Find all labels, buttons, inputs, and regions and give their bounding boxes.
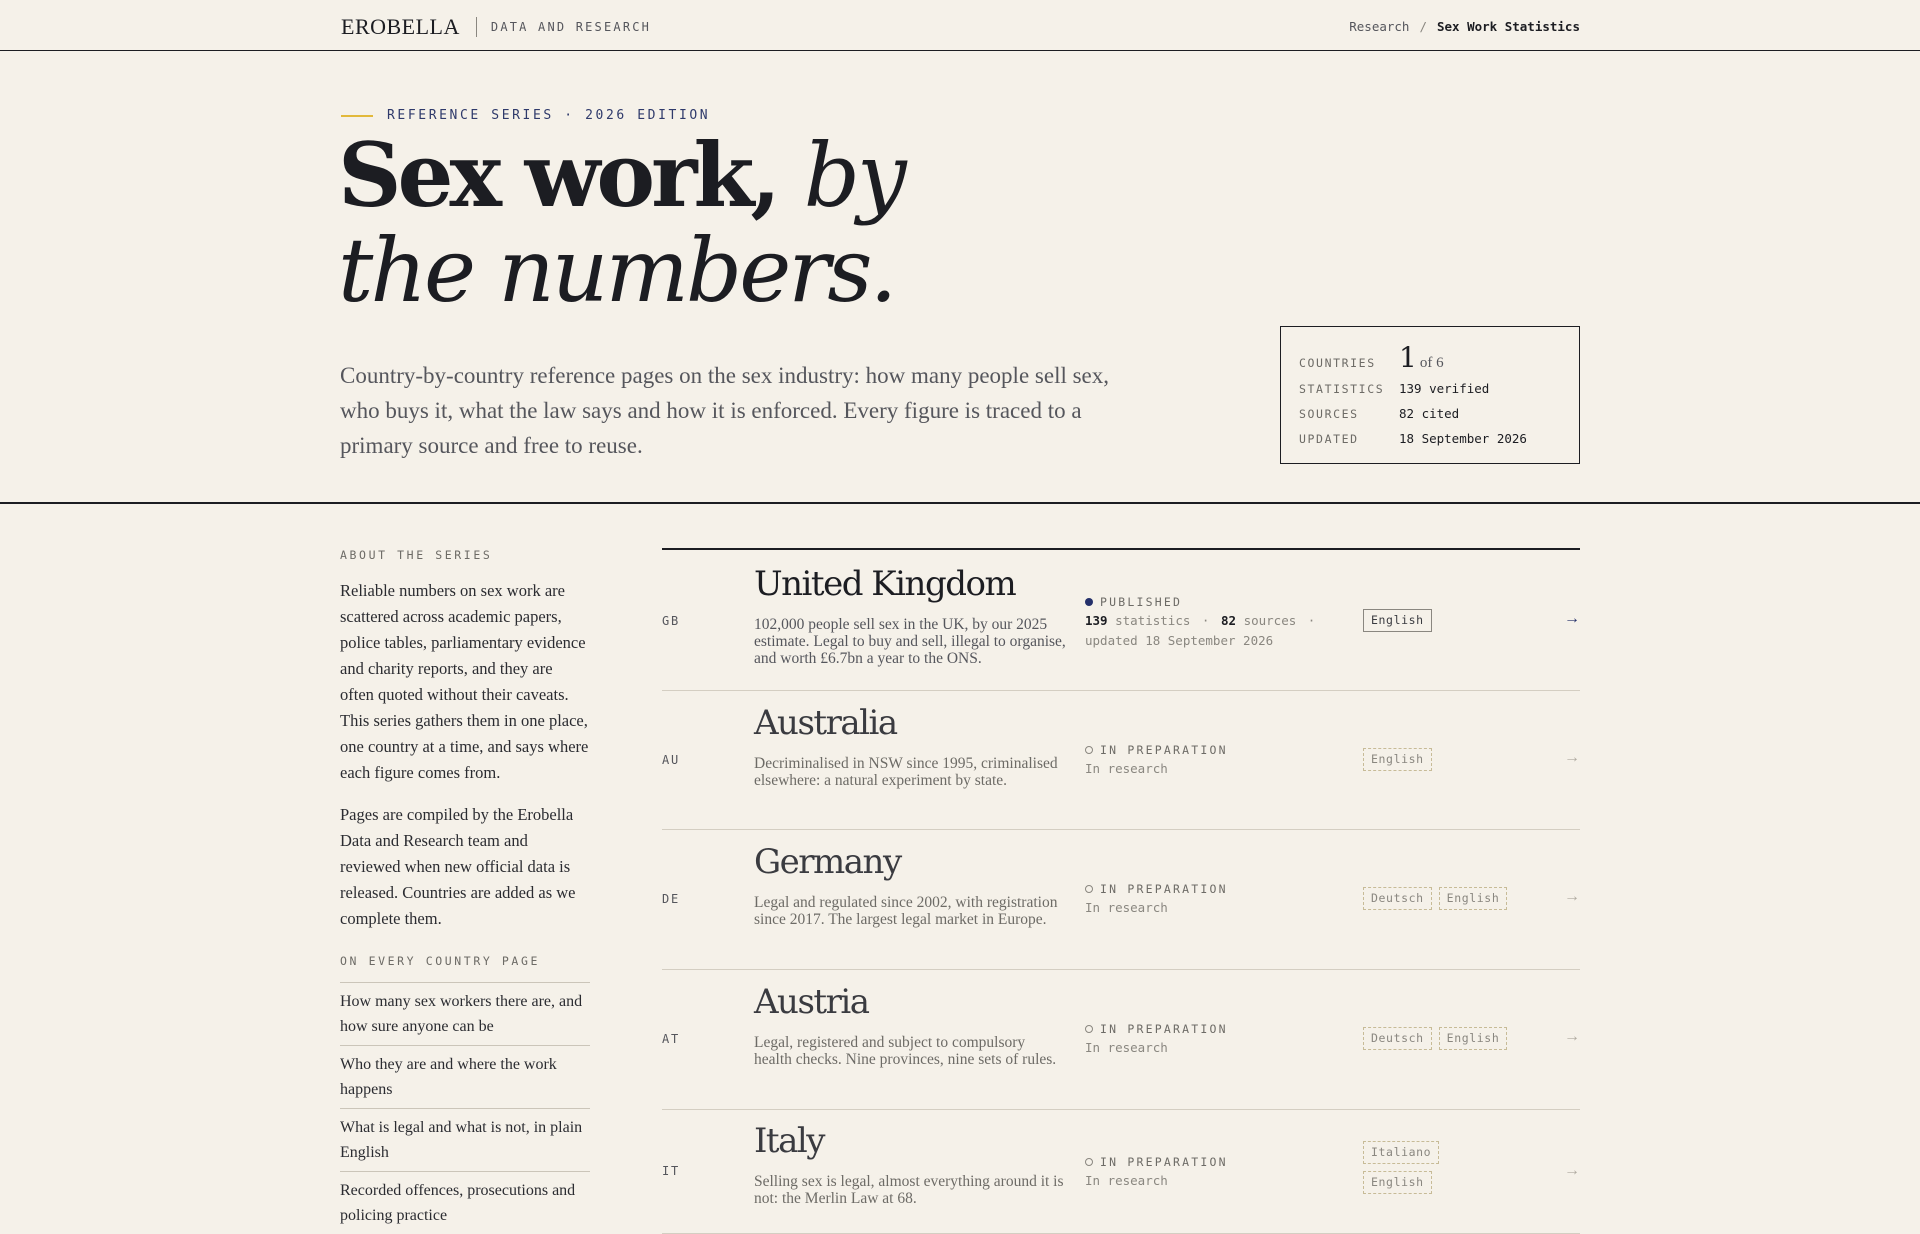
country-row-gb[interactable] <box>662 550 1580 691</box>
statistics-word: statistics <box>1115 613 1191 628</box>
stat-statistics-value: 139 verified <box>1399 381 1490 396</box>
country-description: 102,000 people sell sex in the UK, by our 2025 estimate. Legal to buy and sell, illegal to organise, and worth £6.7bn a year to the ONS. <box>754 616 1066 667</box>
stat-updated-label: UPDATED <box>1299 432 1359 446</box>
country-name[interactable]: United Kingdom <box>754 564 1016 604</box>
status-dot-hollow <box>1085 746 1093 754</box>
coverage-list <box>340 982 590 1234</box>
status-badge <box>1085 595 1182 609</box>
country-list <box>662 548 1580 1234</box>
section-divider <box>0 502 1920 504</box>
lede: Country-by-country reference pages on the sex industry: how many people sell sex, who buys it, what the law says and how it is enforced. Every figure is traced to a primary source and free to reuse. <box>340 363 1110 458</box>
language-tag-english[interactable]: English <box>1363 609 1432 632</box>
top-bar <box>0 0 1920 51</box>
status-dot-hollow <box>1085 1158 1093 1166</box>
country-description: Legal, registered and subject to compulsory health checks. Nine provinces, nine sets of rules. <box>754 1034 1057 1068</box>
stat-sources-label: SOURCES <box>1299 407 1359 421</box>
page-title <box>338 123 904 322</box>
list-item: What is legal and what is not, in plain English <box>340 1108 590 1171</box>
stat-updated <box>1299 431 1527 446</box>
country-note: In research <box>1085 900 1168 915</box>
arrow-right-icon[interactable]: → <box>1564 888 1580 905</box>
language-tag-deutsch[interactable]: Deutsch <box>1363 887 1432 910</box>
breadcrumb-separator: / <box>1419 19 1427 34</box>
list-item: Recorded offences, prosecutions and policing practice <box>340 1171 590 1234</box>
language-tag-english[interactable]: English <box>1363 1171 1432 1194</box>
country-description: Legal and regulated since 2002, with registration since 2017. The largest legal market in Europe. <box>754 894 1058 928</box>
status-badge <box>1085 882 1228 896</box>
stat-sources-value: 82 cited <box>1399 406 1460 421</box>
status-text: PUBLISHED <box>1100 595 1183 609</box>
stat-countries-of: of 6 <box>1419 355 1444 371</box>
language-tag-english[interactable]: English <box>1439 887 1508 910</box>
stat-statistics-label: STATISTICS <box>1299 382 1385 396</box>
status-text: IN PREPARATION <box>1100 1155 1228 1169</box>
language-tag-deutsch[interactable]: Deutsch <box>1363 1027 1432 1050</box>
arrow-right-icon[interactable]: → <box>1564 1028 1580 1045</box>
language-tags <box>1363 1141 1443 1194</box>
meta-separator: · <box>1201 613 1210 628</box>
language-tags <box>1363 748 1513 771</box>
language-tags <box>1363 1027 1513 1050</box>
country-row-de[interactable] <box>662 830 1580 970</box>
status-text: IN PREPARATION <box>1100 743 1228 757</box>
status-dot-hollow <box>1085 1025 1093 1033</box>
status-dot-hollow <box>1085 885 1093 893</box>
updated-date: updated 18 September 2026 <box>1085 632 1274 648</box>
status-badge <box>1085 1022 1228 1036</box>
country-note: In research <box>1085 1173 1168 1188</box>
language-tag-english[interactable]: English <box>1363 748 1432 771</box>
stat-countries-value: 1 <box>1399 341 1417 374</box>
country-name[interactable]: Italy <box>754 1121 824 1161</box>
country-name[interactable]: Germany <box>754 842 901 882</box>
status-text: IN PREPARATION <box>1100 882 1228 896</box>
country-code: DE <box>662 892 681 906</box>
country-code: GB <box>662 614 681 628</box>
list-item: How many sex workers there are, and how sure anyone can be <box>340 982 590 1045</box>
about-paragraph-2: Pages are compiled by the Erobella Data and Research team and reviewed when new official data is released. Countries are added as we complete them. <box>340 805 576 928</box>
country-row-au[interactable] <box>662 691 1580 830</box>
stat-sources <box>1299 406 1459 421</box>
country-description: Decriminalised in NSW since 1995, criminalised elsewhere: a natural experiment by state. <box>754 755 1058 789</box>
arrow-right-icon[interactable]: → <box>1564 1162 1580 1179</box>
stat-countries <box>1299 341 1444 374</box>
stat-updated-value: 18 September 2026 <box>1399 431 1527 446</box>
eyebrow <box>341 108 710 123</box>
status-text: IN PREPARATION <box>1100 1022 1228 1036</box>
page-title-italic-2: the numbers. <box>338 219 895 322</box>
arrow-right-icon[interactable]: → <box>1564 610 1580 627</box>
status-badge <box>1085 743 1228 757</box>
eyebrow-rule <box>341 115 373 117</box>
brand-subtitle: DATA AND RESEARCH <box>490 20 652 34</box>
eyebrow-text: REFERENCE SERIES · 2026 EDITION <box>387 108 711 123</box>
stats-box <box>1280 326 1580 464</box>
brand-divider <box>476 17 477 37</box>
page-title-strong: Sex work, <box>338 123 778 227</box>
stat-countries-label: COUNTRIES <box>1299 356 1376 370</box>
sources-count: 82 <box>1220 613 1237 628</box>
about-paragraph-1: Reliable numbers on sex work are scattered across academic papers, police tables, parliamentary evidence and charity reports, and they are often quoted without their caveats. This series gathers them in one place, one country at a time, and says where each figure comes from. <box>340 581 589 782</box>
statistics-count: 139 <box>1085 613 1108 628</box>
language-tags <box>1363 609 1513 632</box>
brand-logo[interactable]: EROBELLA <box>341 14 460 39</box>
country-row-at[interactable] <box>662 970 1580 1110</box>
country-meta <box>1085 611 1319 650</box>
country-note: In research <box>1085 761 1168 776</box>
country-row-it[interactable] <box>662 1110 1580 1234</box>
brand[interactable] <box>341 14 651 40</box>
breadcrumb <box>1349 19 1580 34</box>
country-name[interactable]: Australia <box>754 703 897 743</box>
country-name[interactable]: Austria <box>754 982 869 1022</box>
country-note: In research <box>1085 1040 1168 1055</box>
about-sidebar <box>340 548 590 1234</box>
list-item: Who they are and where the work happens <box>340 1045 590 1108</box>
status-badge <box>1085 1155 1228 1169</box>
country-description: Selling sex is legal, almost everything around it is not: the Merlin Law at 68. <box>754 1173 1064 1207</box>
about-label: ABOUT THE SERIES <box>340 548 493 562</box>
on-every-page-label: ON EVERY COUNTRY PAGE <box>340 954 540 968</box>
breadcrumb-parent-link[interactable]: Research <box>1349 19 1410 34</box>
page-title-italic-1: by <box>803 124 904 227</box>
status-dot-filled <box>1085 598 1093 606</box>
stat-statistics <box>1299 381 1489 396</box>
language-tag-italiano[interactable]: Italiano <box>1363 1141 1439 1164</box>
breadcrumb-current: Sex Work Statistics <box>1437 19 1580 34</box>
country-code: IT <box>662 1164 681 1178</box>
country-code: AT <box>662 1032 681 1046</box>
meta-separator: · <box>1307 613 1316 628</box>
arrow-right-icon[interactable]: → <box>1564 749 1580 766</box>
language-tag-english[interactable]: English <box>1439 1027 1508 1050</box>
language-tags <box>1363 887 1513 910</box>
sources-word: sources <box>1243 613 1297 628</box>
country-code: AU <box>662 753 681 767</box>
